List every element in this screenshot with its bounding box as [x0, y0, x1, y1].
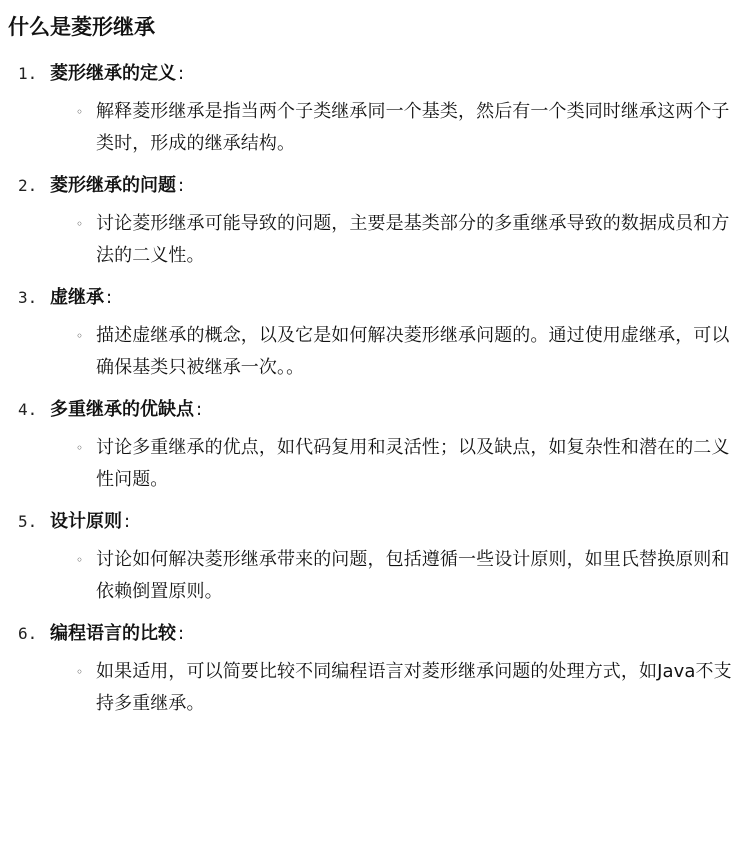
page-title: 什么是菱形继承	[8, 15, 155, 39]
section-number: 2.	[18, 176, 38, 195]
section-title: 菱形继承的定义	[50, 63, 176, 84]
section-heading	[18, 394, 733, 426]
section-detail-text: 如果适用，可以简要比较不同编程语言对菱形继承问题的处理方式，如Java不支持多重继承。	[96, 661, 732, 714]
section-item	[8, 394, 733, 496]
section-heading	[18, 170, 733, 202]
section-title: 编程语言的比较	[50, 623, 176, 644]
section-title: 虚继承	[50, 287, 104, 308]
bullet-circle-icon: ◦	[76, 441, 84, 455]
section-detail	[76, 544, 732, 608]
section-item	[8, 58, 733, 160]
section-number: 6.	[18, 624, 38, 643]
section-title: 设计原则	[50, 511, 122, 532]
section-colon: :	[178, 623, 185, 644]
section-colon: :	[124, 511, 131, 532]
section-detail	[76, 656, 732, 720]
section-item	[8, 282, 733, 384]
section-detail-text: 讨论如何解决菱形继承带来的问题，包括遵循一些设计原则，如里氏替换原则和依赖倒置原则。	[96, 549, 730, 602]
section-colon: :	[178, 63, 185, 84]
bullet-circle-icon: ◦	[76, 329, 84, 343]
section-detail-text: 解释菱形继承是指当两个子类继承同一个基类，然后有一个类同时继承这两个子类时，形成的继承结构。	[96, 101, 730, 154]
section-heading	[18, 506, 733, 538]
bullet-circle-icon: ◦	[76, 665, 84, 679]
section-colon: :	[106, 287, 113, 308]
section-detail	[76, 432, 732, 496]
section-item	[8, 618, 733, 720]
bullet-circle-icon: ◦	[76, 553, 84, 567]
section-item	[8, 170, 733, 272]
section-list	[8, 58, 733, 720]
section-heading	[18, 58, 733, 90]
section-colon: :	[178, 175, 185, 196]
section-item	[8, 506, 733, 608]
bullet-circle-icon: ◦	[76, 217, 84, 231]
section-heading	[18, 618, 733, 650]
section-number: 3.	[18, 288, 38, 307]
section-detail-text: 讨论多重继承的优点，如代码复用和灵活性；以及缺点，如复杂性和潜在的二义性问题。	[96, 437, 730, 490]
section-detail-text: 讨论菱形继承可能导致的问题，主要是基类部分的多重继承导致的数据成员和方法的二义性。	[96, 213, 730, 266]
section-title: 菱形继承的问题	[50, 175, 176, 196]
section-colon: :	[196, 399, 203, 420]
bullet-circle-icon: ◦	[76, 105, 84, 119]
section-title: 多重继承的优缺点	[50, 399, 194, 420]
section-detail	[76, 96, 732, 160]
section-detail	[76, 208, 732, 272]
section-heading	[18, 282, 733, 314]
section-number: 1.	[18, 64, 38, 83]
section-number: 4.	[18, 400, 38, 419]
section-number: 5.	[18, 512, 38, 531]
section-detail	[76, 320, 732, 384]
section-detail-text: 描述虚继承的概念，以及它是如何解决菱形继承问题的。通过使用虚继承，可以确保基类只被继承一次。。	[96, 325, 730, 378]
